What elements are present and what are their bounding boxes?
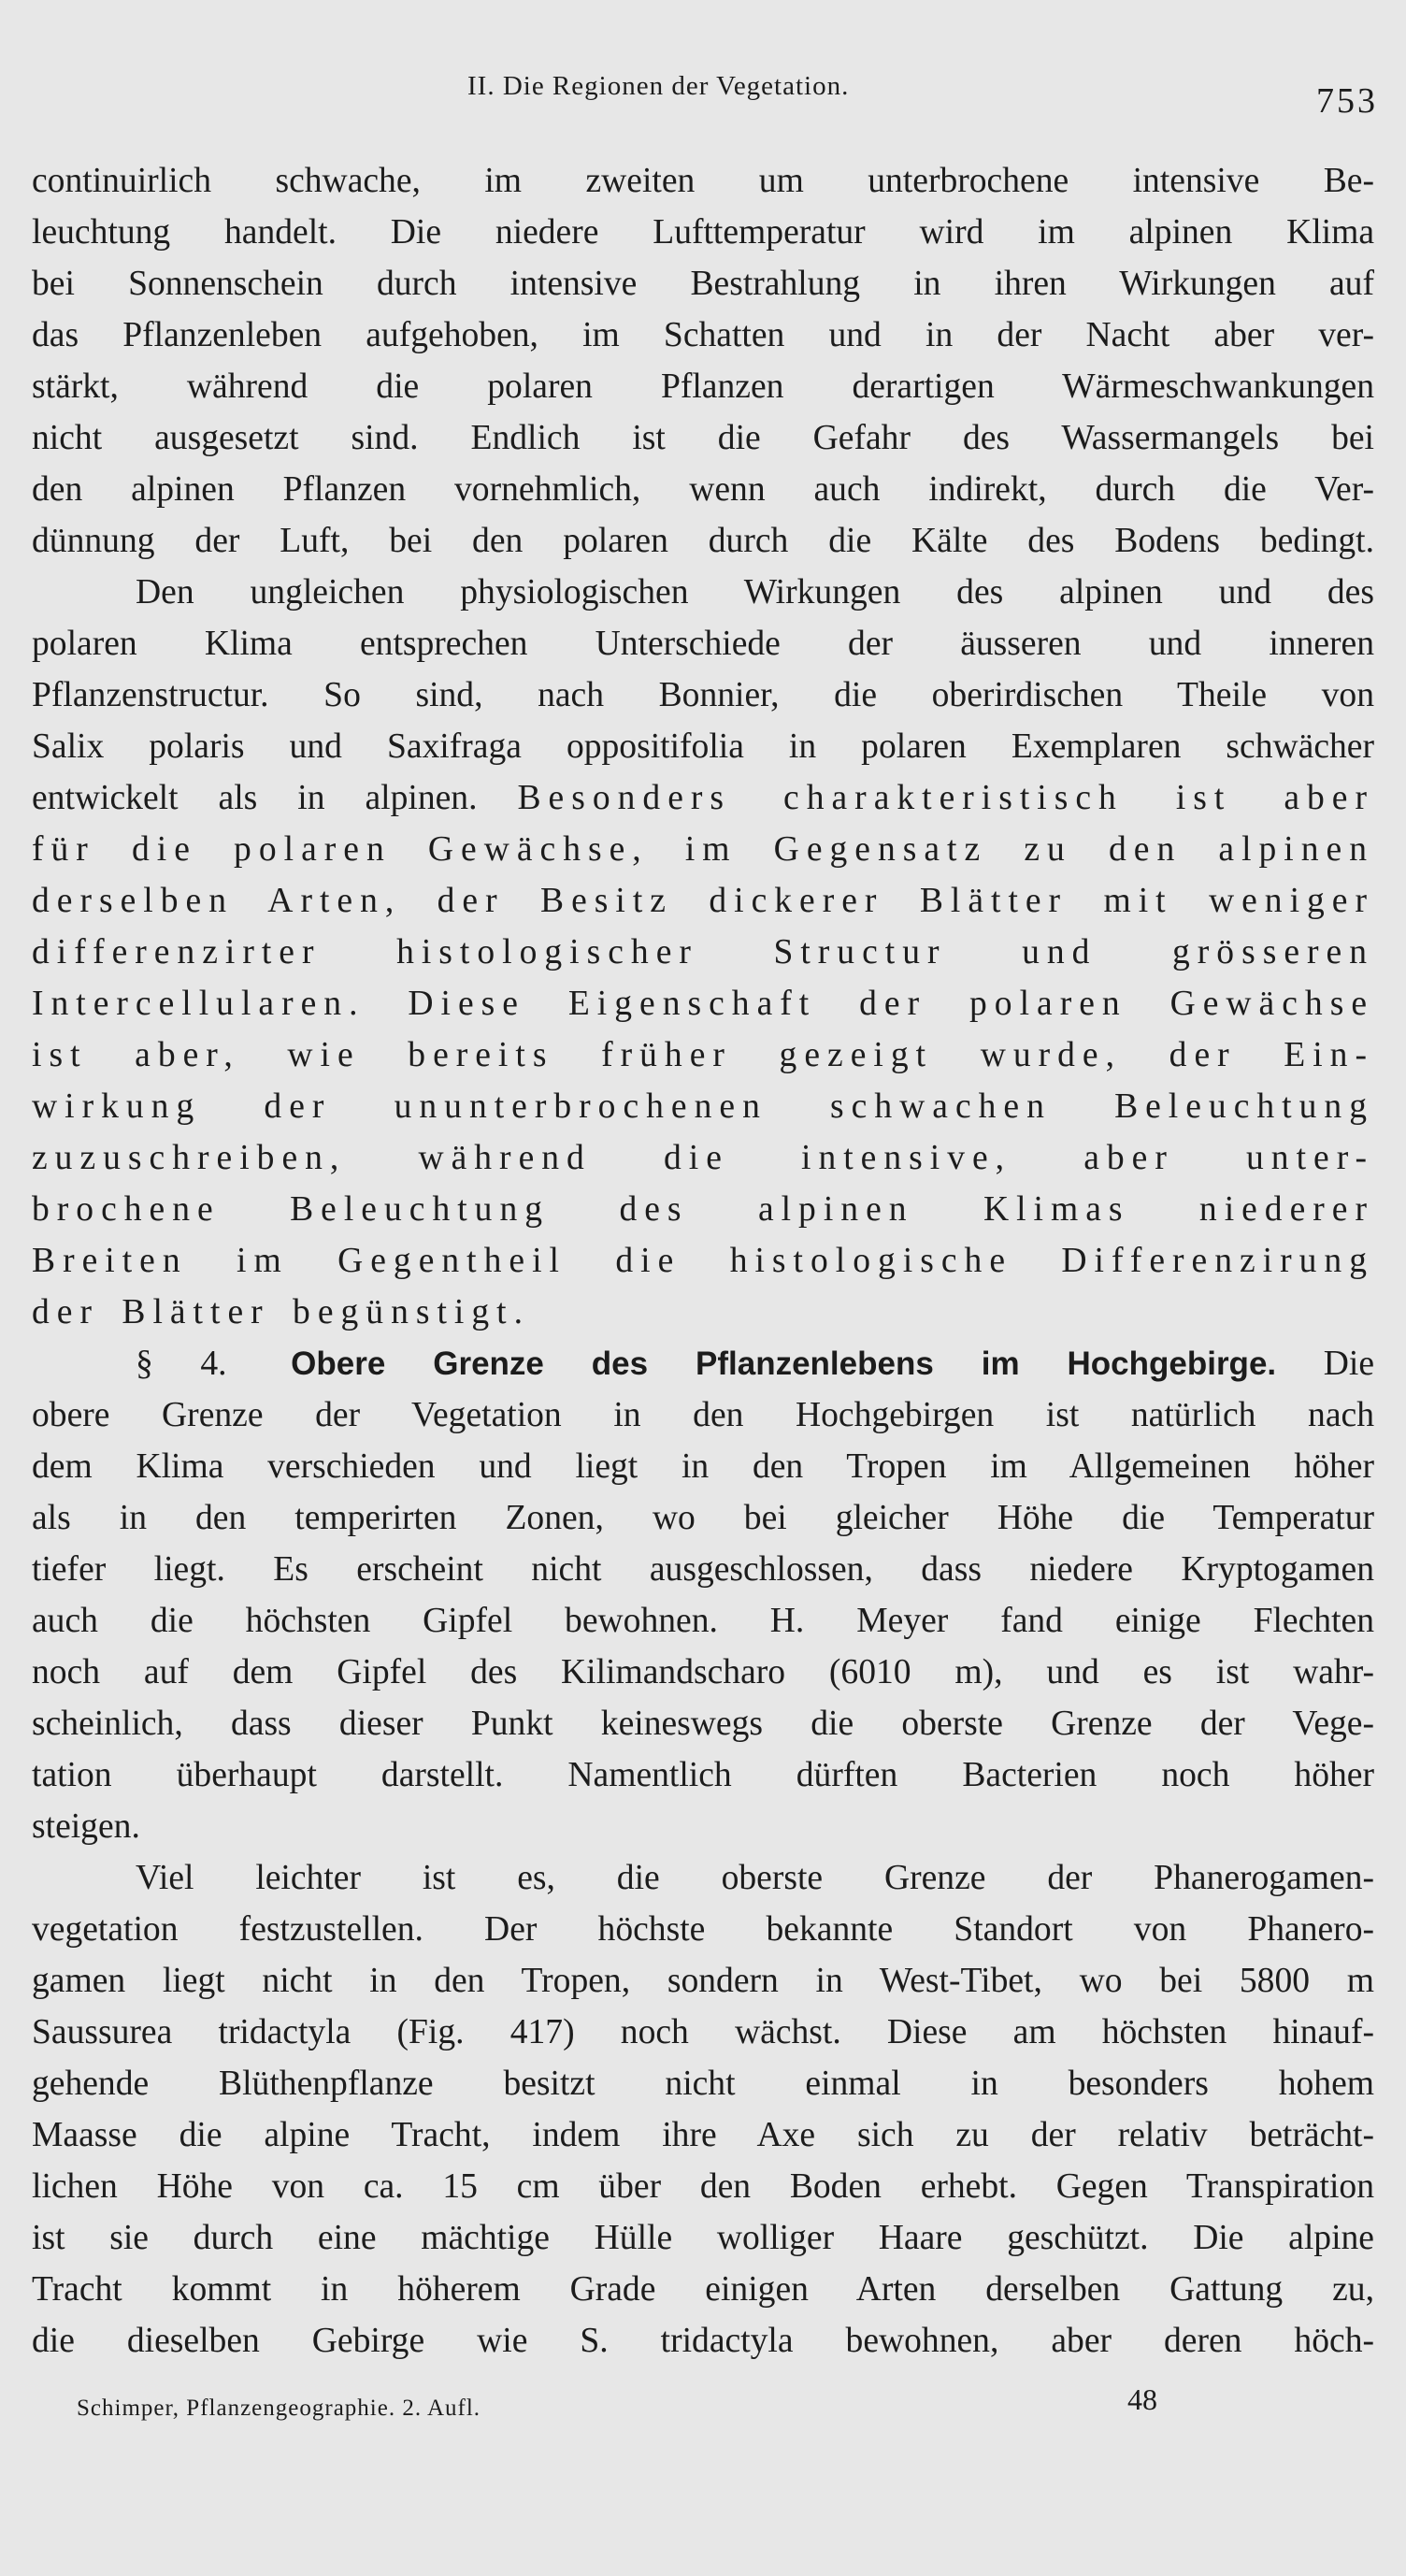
text-line: dem Klima verschieden und liegt in den Tropen im Allgemeinen höher [32, 1447, 1374, 1486]
text-line: continuirlich schwache, im zweiten um unterbrochene intensive Be- [32, 162, 1374, 200]
spaced-emphasis-line: zuzuschreiben, während die intensive, aber unter- [32, 1139, 1374, 1177]
section-heading: Obere Grenze des Pflanzenlebens im Hochgebirge. [291, 1346, 1277, 1382]
spaced-emphasis-text: Besonders charakteristisch ist aber [517, 779, 1374, 817]
spaced-emphasis-line: wirkung der ununterbrochenen schwachen Beleuchtung [32, 1087, 1374, 1126]
text-line: tation überhaupt darstellt. Namentlich dürften Bacterien noch höher [32, 1756, 1374, 1794]
text-line: den alpinen Pflanzen vornehmlich, wenn auch indirekt, durch die Ver- [32, 470, 1374, 509]
text-line: ist sie durch eine mächtige Hülle wolliger Haare geschützt. Die alpine [32, 2219, 1374, 2257]
text-line: gehende Blüthenpflanze besitzt nicht einmal in besonders hohem [32, 2065, 1374, 2103]
spaced-emphasis-line: für die polaren Gewächse, im Gegensatz zu den alpinen [32, 830, 1374, 869]
text-line: obere Grenze der Vegetation in den Hochgebirgen ist natürlich nach [32, 1396, 1374, 1434]
section-heading-line [32, 1338, 1374, 1389]
text-line: Viel leichter ist es, die oberste Grenze der Phanerogamen- [136, 1859, 1374, 1897]
spaced-emphasis-line: differenzirter histologischer Structur und grösseren [32, 933, 1374, 971]
spaced-emphasis-line: der Blätter begünstigt. [32, 1293, 530, 1331]
spaced-emphasis-line: ist aber, wie bereits früher gezeigt wurde, der Ein- [32, 1036, 1374, 1074]
footer-citation: Schimper, Pflanzengeographie. 2. Aufl. [77, 2396, 481, 2421]
paragraph-2 [32, 567, 1374, 1338]
text-line: Pflanzenstructur. So sind, nach Bonnier, die oberirdischen Theile von [32, 676, 1374, 714]
text-line: leuchtung handelt. Die niedere Lufttemperatur wird im alpinen Klima [32, 213, 1374, 252]
text-line: tiefer liegt. Es erscheint nicht ausgeschlossen, dass niedere Kryptogamen [32, 1550, 1374, 1589]
text-line: Tracht kommt in höherem Grade einigen Arten derselben Gattung zu, [32, 2270, 1374, 2309]
section-number: § 4. [136, 1345, 227, 1383]
page-number: 753 [1316, 81, 1378, 121]
spaced-emphasis-line: brochene Beleuchtung des alpinen Klimas niederer [32, 1190, 1374, 1229]
text-line: als in den temperirten Zonen, wo bei gleicher Höhe die Temperatur [32, 1499, 1374, 1537]
text-line: die dieselben Gebirge wie S. tridactyla bewohnen, aber deren höch- [32, 2322, 1374, 2360]
text-line: lichen Höhe von ca. 15 cm über den Boden erhebt. Gegen Transpiration [32, 2167, 1374, 2206]
text-line: scheinlich, dass dieser Punkt keineswegs die oberste Grenze der Vege- [32, 1705, 1374, 1743]
text-line: bei Sonnenschein durch intensive Bestrahlung in ihren Wirkungen auf [32, 265, 1374, 303]
text-line: Saussurea tridactyla (Fig. 417) noch wächst. Diese am höchsten hinauf- [32, 2013, 1374, 2051]
text-line: noch auf dem Gipfel des Kilimandscharo (6010 m), und es ist wahr- [32, 1653, 1374, 1691]
page-footer [77, 2382, 1348, 2429]
text-line: nicht ausgesetzt sind. Endlich ist die Gefahr des Wassermangels bei [32, 419, 1374, 457]
text-line: Den ungleichen physiologischen Wirkungen des alpinen und des [136, 573, 1374, 612]
text-line: vegetation festzustellen. Der höchste bekannte Standort von Phanero- [32, 1910, 1374, 1949]
text-line-mixed [32, 772, 1374, 824]
signature-mark: 48 [1127, 2382, 1157, 2416]
text-line: das Pflanzenleben aufgehoben, im Schatten und in der Nacht aber ver- [32, 316, 1374, 354]
spaced-emphasis-line: derselben Arten, der Besitz dickerer Blätter mit weniger [32, 882, 1374, 920]
text-line: dünnung der Luft, bei den polaren durch die Kälte des Bodens bedingt. [32, 522, 1374, 560]
plain-text: entwickelt als in alpinen. [32, 779, 478, 817]
text-line: Maasse die alpine Tracht, indem ihre Axe sich zu der relativ beträcht- [32, 2116, 1374, 2154]
page-header [0, 71, 1406, 127]
paragraph-4 [32, 1852, 1374, 2367]
text-line: steigen. [32, 1807, 140, 1846]
text-line: polaren Klima entsprechen Unterschiede der äusseren und inneren [32, 625, 1374, 663]
running-title: II. Die Regionen der Vegetation. [467, 71, 850, 101]
text-line: gamen liegt nicht in den Tropen, sondern in West-Tibet, wo bei 5800 m [32, 1962, 1374, 2000]
section-4 [32, 1338, 1374, 1852]
paragraph-1 [32, 155, 1374, 567]
body-text [32, 155, 1374, 2367]
text-line: stärkt, während die polaren Pflanzen derartigen Wärmeschwankungen [32, 367, 1374, 406]
text-fragment: Die [1323, 1345, 1374, 1383]
text-line: auch die höchsten Gipfel bewohnen. H. Meyer fand einige Flechten [32, 1602, 1374, 1640]
text-line: Salix polaris und Saxifraga oppositifolia in polaren Exemplaren schwächer [32, 727, 1374, 766]
spaced-emphasis-line: Intercellularen. Diese Eigenschaft der polaren Gewächse [32, 985, 1374, 1023]
spaced-emphasis-line: Breiten im Gegentheil die histologische Differenzirung [32, 1242, 1374, 1280]
